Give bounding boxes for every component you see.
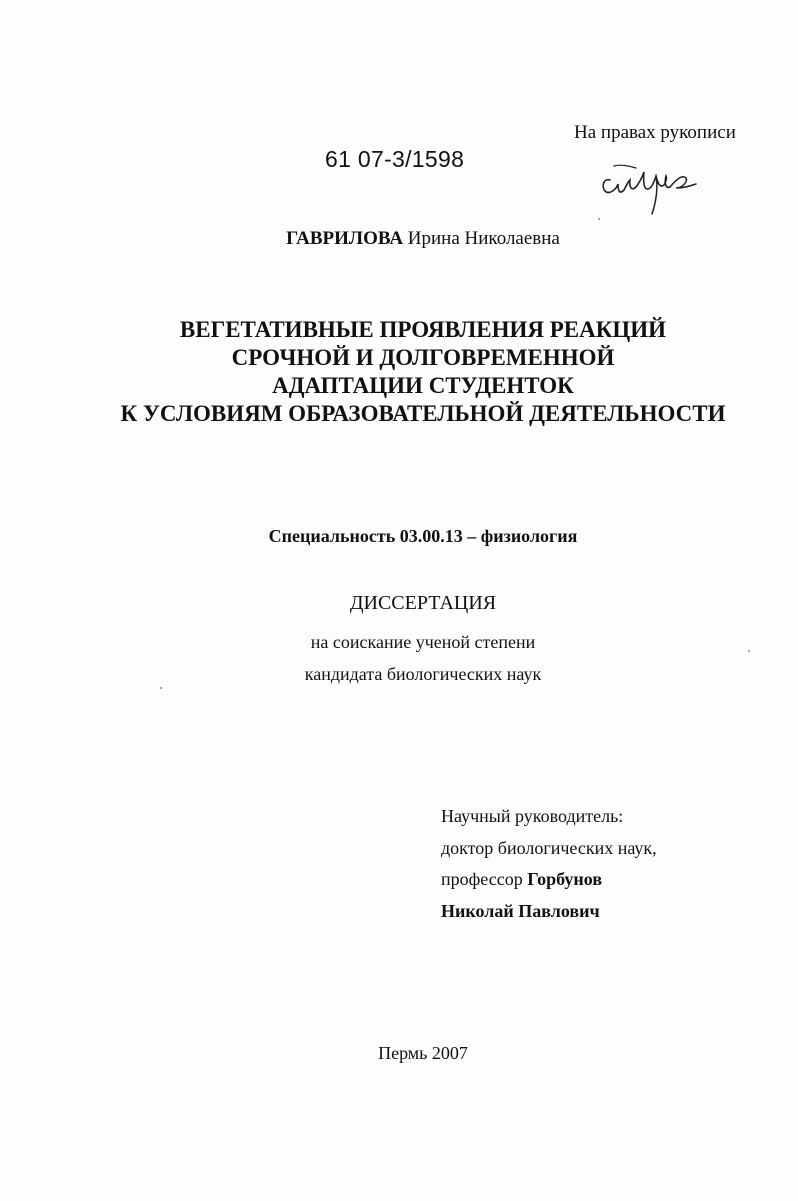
specialty: Специальность 03.00.13 – физиология	[268, 526, 578, 546]
advisor-given-names-line	[441, 896, 657, 928]
scan-speck	[160, 687, 162, 689]
advisor-degree: доктор биологических наук,	[441, 837, 657, 858]
author-surname: ГАВРИЛОВА	[286, 228, 404, 249]
advisor-given-names: Николай Павлович	[441, 900, 600, 921]
title-line: ВЕГЕТАТИВНЫЕ ПРОЯВЛЕНИЯ РЕАКЦИЙ	[179, 317, 667, 342]
title-line: К УСЛОВИЯМ ОБРАЗОВАТЕЛЬНОЙ ДЕЯТЕЛЬНОСТИ	[120, 401, 726, 426]
degree-line: на соискание ученой степени	[310, 632, 536, 652]
scan-speck	[748, 650, 750, 652]
advisor-label: Научный руководитель:	[441, 806, 624, 826]
advisor-title-line	[441, 864, 657, 896]
author-signature	[596, 158, 706, 220]
author-given-names: Ирина Николаевна	[407, 228, 560, 249]
dissertation-title	[0, 316, 798, 428]
manuscript-rights-note: На правах рукописи	[574, 122, 736, 143]
advisor-surname: Горбунов	[527, 869, 603, 889]
archive-code: 61 07-3/1598	[325, 146, 465, 172]
scan-speck	[598, 218, 600, 220]
scientific-advisor	[441, 801, 657, 927]
city-and-year: Пермь 2007	[378, 1043, 468, 1063]
degree-line: кандидата биологических наук	[304, 664, 542, 684]
document-type: ДИССЕРТАЦИЯ	[349, 592, 497, 614]
title-line: АДАПТАЦИИ СТУДЕНТОК	[272, 373, 574, 398]
title-line: СРОЧНОЙ И ДОЛГОВРЕМЕННОЙ	[231, 345, 615, 370]
author-name	[0, 228, 798, 250]
advisor-title-prefix: профессор	[441, 869, 523, 889]
